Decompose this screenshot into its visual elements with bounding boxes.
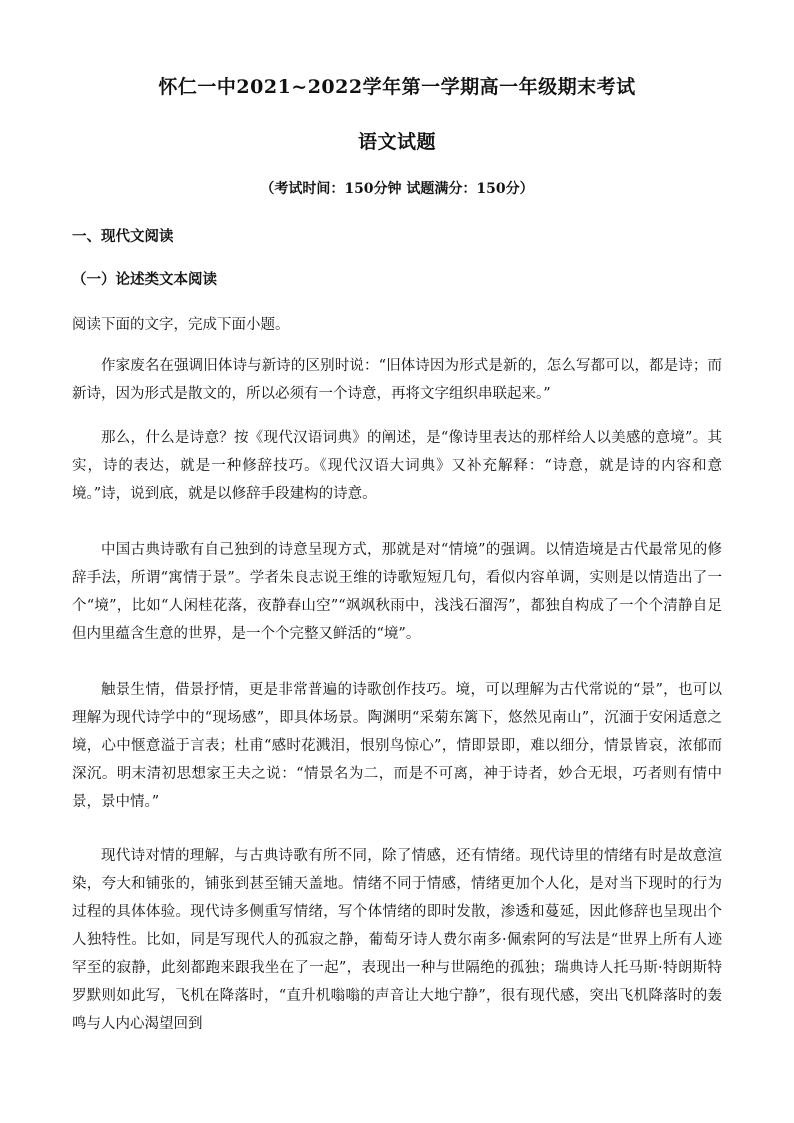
exam-info: （考试时间：150分钟 试题满分：150分）	[260, 181, 534, 197]
passage-paragraph-3: 中国古典诗歌有自己独到的诗意呈现方式，那就是对“情境”的强调。以情造境是古代最常见的修辞手法，所谓“寓情于景”。学者朱良志说王维的诗歌短短几句，看似内容单调，实则是以情造出了一个“境”，比如“人闲桂花落，夜静春山空”“飒飒秋雨中，浅浅石溜泻”，都独自构成了一个个清静自足但内里蕴含生意的世界，是一个个完整又鲜活的“境”。	[72, 542, 722, 642]
passage-paragraph-4: 触景生情，借景抒情，更是非常普遍的诗歌创作技巧。境，可以理解为古代常说的“景”，也可以理解为现代诗学中的“现场感”，即具体场景。陶渊明“采菊东篱下，悠然见南山”，沉湎于安闲适意之境，心中惬意溢于言表；杜甫“感时花溅泪，恨别鸟惊心”，情即景即，难以细分，情景皆哀，浓郁而深沉。明末清初思想家王夫之说：“情景名为二，而是不可离，神于诗者，妙合无垠，巧者则有情中景，景中情。”	[72, 682, 722, 810]
passage-paragraph-2: 那么，什么是诗意？按《现代汉语词典》的阐述，是“像诗里表达的那样给人以美感的意境”。其实，诗的表达，就是一种修辞技巧。《现代汉语大词典》又补充解释：“诗意，就是诗的内容和意境。”诗，说到底，就是以修辞手段建构的诗意。	[72, 430, 722, 502]
passage-paragraph-5: 现代诗对情的理解，与古典诗歌有所不同，除了情感，还有情绪。现代诗里的情绪有时是故意渲染，夸大和铺张的，铺张到甚至铺天盖地。情绪不同于情感，情绪更加个人化，是对当下现时的行为过程的具体体验。现代诗多侧重写情绪，写个体情绪的即时发散，渗透和蔓延，因此修辞也呈现出个人独特性。比如，同是写现代人的孤寂之静，葡萄牙诗人费尔南多·佩索阿的写法是“世界上所有人迹罕至的寂静，此刻都跑来跟我坐在了一起”，表现出一种与世隔绝的孤独；瑞典诗人托马斯·特朗斯特罗默则如此写，飞机在降落时，“直升机嗡嗡的声音让大地宁静”，很有现代感，突出飞机降落时的轰鸣与人内心渴望回到	[72, 848, 722, 1032]
instruction-text: 阅读下面的文字，完成下面小题。	[72, 317, 290, 333]
exam-title: 怀仁一中2021~2022学年第一学期高一年级期末考试	[158, 76, 636, 98]
subsection-heading: （一）论述类文本阅读	[72, 271, 217, 288]
section-heading: 一、现代文阅读	[72, 228, 174, 245]
passage-paragraph-1: 作家废名在强调旧体诗与新诗的区别时说：“旧体诗因为形式是新的，怎么写都可以，都是诗；而新诗，因为形式是散文的，所以必须有一个诗意，再将文字组织串联起来。”	[72, 358, 722, 402]
exam-subject: 语文试题	[357, 131, 436, 153]
